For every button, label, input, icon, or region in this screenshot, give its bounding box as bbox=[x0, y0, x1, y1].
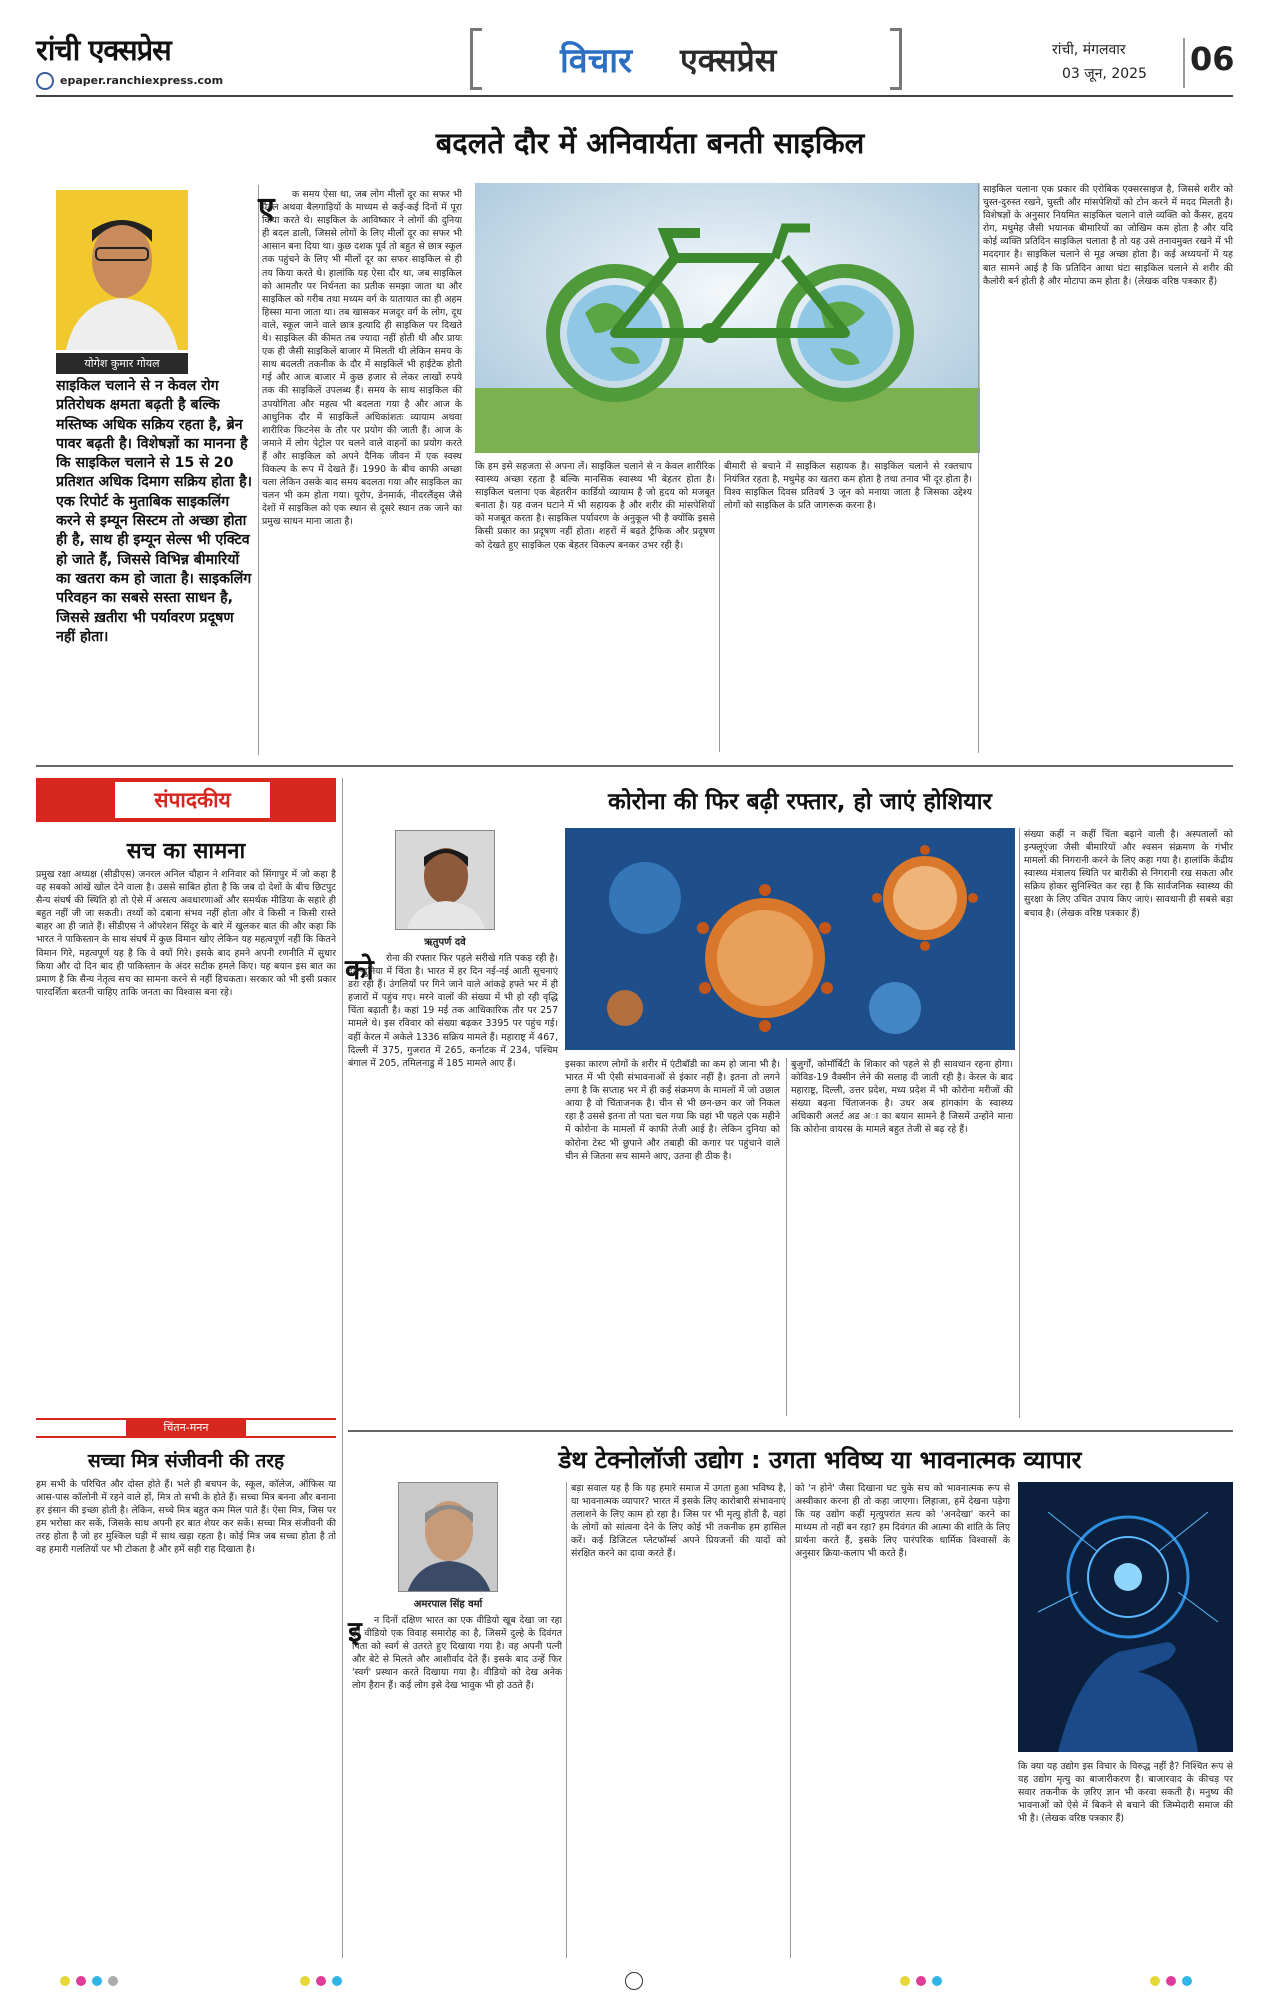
date-city: रांची, मंगलवार bbox=[1052, 42, 1126, 58]
epaper-icon bbox=[36, 72, 54, 90]
dropcap-corona: को bbox=[345, 953, 374, 986]
dropcap-lead: ए bbox=[258, 191, 275, 226]
corona-col-3: बुजुर्गों, कोमॉर्बिटी के शिकार को पहले से ही सावधान रहना होगा। कोविड-19 वैक्सीन लेने की सलाह दी जाती रही है। केरल के बाद महाराष्ट्र, दिल्ली, उत्तर प्रदेश, मध्य प्रदेश में भी कोरोना मरीजों की संख्या बढ़ना चिंताजनक है। उधर अब हांगकांग के स्वास्थ्य अधिकारी अलर्ट अड अा का बयान सामने है जिसमें उन्होंने माना कि कोरोना वायरस के मामले बहुत तेजी से बढ़ रहे हैं। bbox=[791, 1059, 1013, 1136]
death-tech-col-4: कि क्या यह उद्योग इस विचार के विरुद्ध नहीं है? निश्चित रूप से यह उद्योग मृत्यु का बाजारीकरण है। बाजारवाद के कीचड़ पर सवार तकनीक के ज़रिए ज्ञान भी करवा सकती है। मनुष्य की भावनाओं को ऐसे में बिकने से बचाने की जिम्मेदारी समाज की भी है। (लेखक वरिष्ठ पत्रकार हैं) bbox=[1018, 1761, 1233, 1825]
date-line: 03 जून, 2025 bbox=[1062, 66, 1147, 82]
section-vichar: विचार bbox=[560, 41, 633, 81]
tech-hand-image bbox=[1018, 1482, 1233, 1752]
bicycle-image bbox=[475, 183, 980, 453]
masthead-logo[interactable]: रांची एक्सप्रेस bbox=[36, 33, 171, 67]
masthead bbox=[0, 0, 1269, 95]
lead-col-2: कि हम इसे सहजता से अपना लें। साइकिल चलाने से न केवल शारीरिक स्वास्थ्य अच्छा रहता है बल्कि मानसिक स्वास्थ्य भी बेहतर होता है। साइकिल चलाना एक बेहतरीन कार्डियो व्यायाम है जो हृदय को मजबूत बनाता है। यह वजन घटाने में भी सहायक है और शरीर की मांसपेशियों को मजबूत करता है। साइकिल पर्यावरण के अनुकूल भी है क्योंकि इससे किसी प्रकार का प्रदूषण नहीं होता। शहरों में बढ़ते ट्रैफिक और प्रदूषण को देखते हुए साइकिल एक बेहतर विकल्प बनकर उभर रही है। bbox=[475, 461, 715, 551]
chintan-title: सच्चा मित्र संजीवनी की तरह bbox=[87, 1450, 285, 1472]
death-tech-col-1: न दिनों दक्षिण भारत का एक वीडियो खूब देखा जा रहा है। वीडियो एक विवाह समारोह का है, जिसमें दुल्हे के दिवंगत पिता को स्वर्ग से उतरते हुए दिखाया गया है। वह अपनी पत्नी और बेटे से मिलते और आशीर्वाद देते हैं। इसके बाद उन्हें फिर 'स्वर्ग' प्रस्थान करते दिखाया गया है। वीडियो को देख अनेक लोग हैरान हैं। कई लोग इसे देख भावुक भी हो उठते हैं। bbox=[352, 1615, 562, 1692]
print-registration-bar bbox=[0, 1972, 1269, 1992]
lead-col-4: साइकिल चलाना एक प्रकार की एरोबिक एक्सरसाइज है, जिससे शरीर को चुस्त-दुरुस्त रखने, चुस्ती और मांसपेशियों को टोन करने में मदद मिलती है। विशेषज्ञों के अनुसार नियमित साइकिल चलाने वाले व्यक्ति को कैंसर, हृदय रोग, मधुमेह जैसी भयानक बीमारियों का जोखिम कम होता है और यदि कोई व्यक्ति प्रतिदिन साइकिल चलाता है तो यह उसे तनावमुक्त रखने में भी मददगार है। साइकिल चलाने से मूड अच्छा होता है। कई अध्ययनों में यह बात सामने आई है कि प्रतिदिन आधा घंटा साइकिल चलाने से शरीर की कैलोरी बर्न होती है और मोटापा कम होता है। (लेखक वरिष्ठ पत्रकार हैं) bbox=[983, 184, 1233, 287]
corona-headline: कोरोना की फिर बढ़ी रफ्तार, हो जाएं होशियार bbox=[608, 789, 992, 815]
bracket-left bbox=[470, 28, 482, 90]
death-tech-headline: डेथ टेक्नोलॉजी उद्योग : उगता भविष्य या भावनात्मक व्यापार bbox=[558, 1446, 1082, 1474]
death-tech-col-3: को 'न होने' जैसा दिखाना घट चुके सच को भावनात्मक रूप से अस्वीकार करना ही तो कहा जाएगा। लिहाजा, हमें देखना पड़ेगा कि यह उद्योग कहीं मृत्युपरांत सत्य को 'अनदेखा' करने का माध्यम तो नहीं बन रहा? हम दिवंगत की आत्मा की शांति के लिए प्रार्थना करते हैं, इसके लिए पारंपरिक धार्मिक विश्वासों के अनुसार क्रिया-कलाप भी करते हैं। bbox=[795, 1483, 1010, 1560]
epaper-url[interactable]: epaper.ranchiexpress.com bbox=[60, 74, 224, 87]
chintan-label: चिंतन-मनन bbox=[126, 1420, 246, 1436]
death-tech-col-2: बड़ा सवाल यह है कि यह हमारे समाज में उगता हुआ भविष्य है, या भावनात्मक व्यापार? भारत में इसके लिए कारोबारी संभावनाएं तलाशने के लिए काम हो रहा है। जिस पर भी मृत्यु होती है, वहां के लोगों को सांत्वना देने के लिए कोई भी तकनीक हम हासिल करें। कई डिजिटल प्लेटफॉर्म्स अपने प्रियजनों की यादों को संरक्षित करने का दावा करते हैं। bbox=[571, 1483, 786, 1560]
virus-image bbox=[565, 828, 1015, 1050]
lead-col-1: क समय ऐसा था, जब लोग मीलों दूर का सफर भी पैदल अथवा बैलगाड़ियों के माध्यम से कई-कई दिनों में पूरा किया करते थे। साइकिल के आविष्कार ने लोगों की दुनिया ही बदल डाली, जिससे लोगों के लिए मीलों दूर का सफर भी आसान बना दिया था। कुछ दशक पूर्व तो बहुत से छात्र स्कूल तक पहुंचने के लिए भी मीलों दूर का सफर साइकिल से ही तय किया करते थे। हालांकि यह ऐसा दौर था, जब साइकिल को आमतौर पर निर्धनता का प्रतीक समझा जाता था और साइकिल को गरीब तथा मध्यम वर्ग के यातायात का ही अहम हिस्सा माना जाता था। तब खासकर मजदूर वर्ग के लोग, दूध वाले, स्कूल जाने वाले छात्र इत्यादि ही साइकिल पर दिखते थे। साइकिल की कीमत तब ज्यादा नहीं होती थी और प्रायः एक ही जैसी साइकिलें बाजार में मिलती थी लेकिन समय के साथ बदलती तकनीक के दौर में साइकिलें भी हाईटेक होती गई और आज बाजार में कुछ हजार से लेकर लाखों रुपये तक की साइकिलें उपलब्ध हैं। समय के साथ साइकिल की उपयोगिता और महत्व भी बदलता गया है और आज के आधुनिक दौर में साइकिलें अधिकांशतः व्यायाम अथवा शारीरिक फिटनेस के तौर पर प्रयोग की जाती हैं। आज के जमाने में लोग पेट्रोल पर चलने वाले वाहनों का प्रयोग करते हैं और साइकिल को अपने दैनिक जीवन में एक स्वस्थ विकल्प के रूप में देखते हैं। 1990 के बीच काफी अच्छा चला लेकिन उसके बाद समय बदलता गया और साइकिल का चलन भी कम होता गया। यूरोप, डेनमार्क, नीदरलैंड्स जैसे देशों में साइकिल को एक स्थान से दूसरे स्थान तक जाने का प्रमुख साधन माना जाता है। bbox=[262, 189, 462, 528]
corona-author-photo bbox=[395, 830, 495, 930]
corona-col-2: इसका कारण लोगों के शरीर में एंटीबॉडी का कम हो जाना भी है। भारत में भी ऐसी संभावनाओं से इंकार नहीं है। इतना तो लगने लगा है कि सप्ताह भर में ही कई संक्रमण के मामलों में जो उछाल आया है वो चिंताजनक है। चीन से भी छन-छन कर जो निकल रहा है उससे इतना तो पता चल गया कि वहां भी पहले एक महीने में कोरोना के मामलों में काफी तेजी आई है। लेकिन दुनिया को कोरोना टेस्ट भी छुपाने और तबाही की कगार पर पहुंचाने वाले चीन से जितना सच सामने आए, उतना ही ठीक है। bbox=[565, 1059, 780, 1162]
editorial-title: सच का सामना bbox=[126, 839, 246, 864]
page-number: 06 bbox=[1190, 40, 1235, 78]
corona-col-4: संख्या कहीं न कहीं चिंता बढ़ाने वाली है। अस्पतालों को इन्फ्लूएंजा जैसी बीमारियों और श्वसन संक्रमण के गंभीर मामलों की निगरानी करने के लिए कहा गया है। हालांकि केंद्रीय स्वास्थ्य मंत्रालय स्थिति पर बारीकी से निगरानी रख सकता और सक्रिय होकर सुनिश्चित कर रहा है कि सार्वजनिक स्वास्थ्य की सुरक्षा के लिए उचित उपाय किए जाएं। सावधानी ही सबसे बड़ा बचाव है। (लेखक वरिष्ठ पत्रकार हैं) bbox=[1024, 829, 1233, 919]
chintan-body: हम सभी के परिचित और दोस्त होते हैं। भले ही बचपन के, स्कूल, कॉलेज, ऑफिस या आस-पास कॉलोनी में रहने वाले हों, मित्र तो सभी के होते हैं। सच्चा मित्र बनना और बनाना हर इंसान की इच्छा होती है। लेकिन, सच्चे मित्र बहुत कम मिल पाते हैं। ऐसा मित्र, जिस पर हम भरोसा कर सकें, जिसके साथ अपनी हर बात शेयर कर सकें। सच्चा मित्र संजीवनी की तरह होता है जो हर मुश्किल घड़ी में साथ खड़ा रहता है। कोई मित्र जब सच्चा होता है तो वह हमारी गलतियों पर भी टोकता है और हमें सही राह दिखाता है। bbox=[36, 1479, 336, 1556]
death-tech-author-name: अमरपाल सिंह वर्मा bbox=[413, 1599, 483, 1610]
masthead-divider bbox=[36, 95, 1233, 97]
lead-headline: बदलते दौर में अनिवार्यता बनती साइकिल bbox=[435, 126, 865, 160]
section-express: एक्सप्रेस bbox=[680, 41, 777, 79]
dropcap-death-tech: इ bbox=[348, 1615, 362, 1648]
corona-col-1: रोना की रफ्तार फिर पहले सरीखे गति पकड़ रही है। देश-दुनिया में चिंता है। भारत में हर दिन नई-नई आती सूचनाएं डरा रही हैं। उंगलियों पर गिने जाने वाले आंकड़े हफ्ते भर में ही हजारों में पहुंच गए। मरने वालों की संख्या में भी हो रही वृद्धि चिंता बढ़ाती है। कहां 19 मई तक आधिकारिक तौर पर 257 मामले थे। इस रविवार को संख्या बढ़कर 3395 पर पहुंच गई। वहीं केरल में अकेले 1336 सक्रिय मामले हैं। महाराष्ट्र में 467, दिल्ली में 375, गुजरात में 265, कर्नाटक में 234, पश्चिम बंगाल में 205, तमिलनाडु में 185 मामले आए हैं। bbox=[348, 953, 558, 1069]
death-tech-author-photo bbox=[398, 1482, 498, 1592]
editorial-label: संपादकीय bbox=[154, 788, 231, 812]
author-photo bbox=[56, 190, 188, 350]
author-name-lead: योगेश कुमार गोयल bbox=[56, 353, 188, 374]
corona-author-name: ऋतुपर्ण दवे bbox=[424, 937, 466, 948]
pull-quote: साइकिल चलाने से न केवल रोग प्रतिरोधक क्षमता बढ़ती है बल्कि मस्तिष्क अधिक सक्रिय रहता है, ब्रेन पावर बढ़ती है। विशेषज्ञों का मानना है कि साइकिल चलाने से 15 से 20 प्रतिशत अधिक दिमाग सक्रिय होता है। एक रिपोर्ट के मुताबिक साइकलिंग करने से इम्यून सिस्टम तो अच्छा होता ही है, साथ ही इम्यून सेल्स भी एक्टिव हो जाते हैं, जिससे विभिन्न बीमारियों का खतरा कम हो जाता है। साइकलिंग परिवहन का सबसे सस्ता साधन है, जिससे ख़तीरा भी पर्यावरण प्रदूषण नहीं होता। bbox=[56, 378, 253, 645]
lead-col-3: बीमारी से बचाने में साइकिल सहायक है। साइकिल चलाने से रक्तचाप नियंत्रित रहता है, मधुमेह का खतरा कम होता है तथा तनाव भी दूर होता है। विश्व साइकिल दिवस प्रतिवर्ष 3 जून को मनाया जाता है जिसका उद्देश्य लोगों को साइकिल के प्रति जागरूक करना है। bbox=[724, 461, 972, 512]
registration-mark-icon bbox=[625, 1972, 643, 1990]
bracket-right bbox=[890, 28, 902, 90]
editorial-body: प्रमुख रक्षा अध्यक्ष (सीडीएस) जनरल अनिल चौहान ने शनिवार को सिंगापुर में जो कहा है वह सबको आंखें खोल देने वाला है। उससे साबित होता है कि जब दो देशों के बीच छिटपुट सैन्य संघर्ष की स्थिति हो तो ऐसे में असत्य अवधारणाओं और समर्थक मीडिया के सहारे ही बहुत नहीं जी जा सकती। तथ्यों को दबाना संभव नहीं होता और वे किसी न किसी रास्ते बाहर आ ही जाते हैं। सीडीएस ने ऑपरेशन सिंदूर के बारे में खुलकर बात की और कहा कि भारत ने पाकिस्तान के साथ संघर्ष में कुछ विमान खोए लेकिन यह महत्वपूर्ण नहीं कि कितने विमान गिरे, महत्वपूर्ण यह है कि वे क्यों गिरे। इसके बाद हमने अपनी रणनीति में सुधार किया और दो दिन बाद ही पाकिस्तान के अंदर सटीक हमले किए। यह बयान इस बात का प्रमाण है कि सैन्य नेतृत्व सच का सामना करने से नहीं हिचकता। सरकार को भी इसी प्रकार पारदर्शिता बरतनी चाहिए ताकि जनता का विश्वास बना रहे। bbox=[36, 869, 336, 998]
